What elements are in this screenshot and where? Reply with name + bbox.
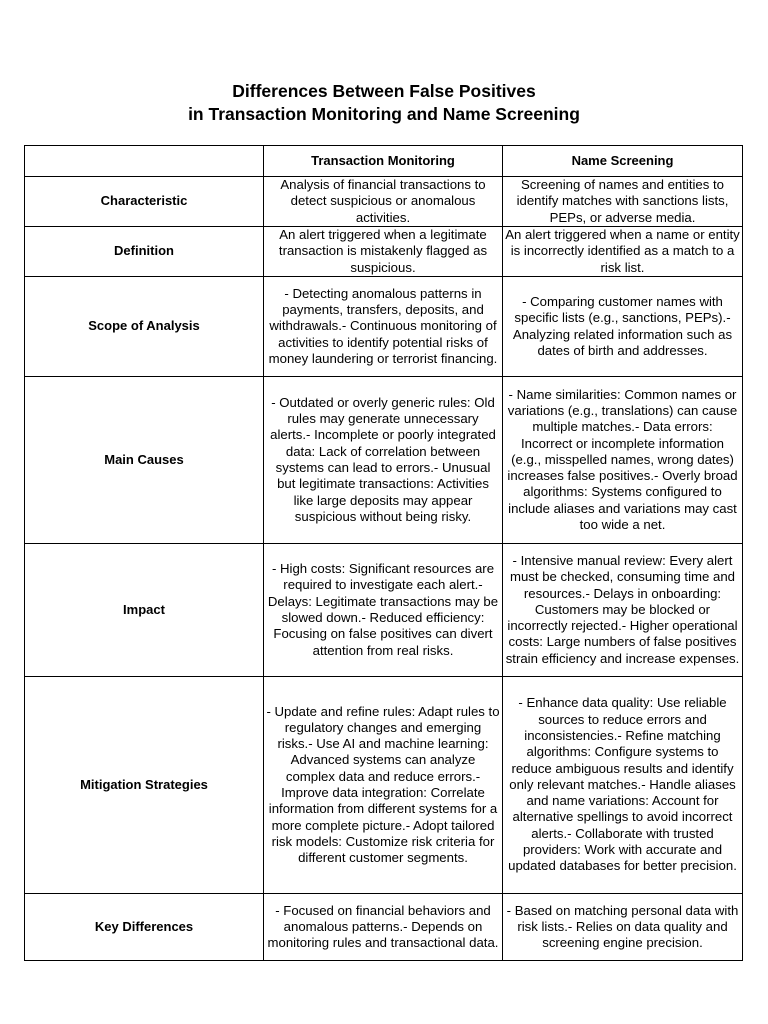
row-label-main-causes: Main Causes: [25, 377, 264, 544]
table-row: [25, 677, 743, 894]
table-row: [25, 894, 743, 961]
comparison-table: [24, 145, 743, 961]
title-line-2: in Transaction Monitoring and Name Screening: [188, 104, 580, 124]
cell-transaction-monitoring: - High costs: Significant resources are required to investigate each alert.- Delays: Legitimate transactions may be slowed down.- Reduced efficiency: Focusing on false positives can divert attention from real risks.: [264, 544, 503, 677]
cell-transaction-monitoring: - Focused on financial behaviors and anomalous patterns.- Depends on monitoring rules and transactional data.: [264, 894, 503, 961]
cell-name-screening: - Intensive manual review: Every alert must be checked, consuming time and resources.- Delays in onboarding: Customers may be blocked or incorrectly rejected.- Higher operational costs: Large numbers of false positives strain efficiency and increase expenses.: [503, 544, 743, 677]
row-label-definition: Definition: [25, 227, 264, 277]
cell-transaction-monitoring: - Update and refine rules: Adapt rules to regulatory changes and emerging risks.- Use AI and machine learning: Advanced systems can analyze complex data and reduce errors.- Improve data integration: Correlate information from different systems for a more complete picture.- Adopt tailored risk models: Customize risk criteria for different customer segments.: [264, 677, 503, 894]
header-name-screening: Name Screening: [503, 146, 743, 177]
cell-transaction-monitoring: - Outdated or overly generic rules: Old rules may generate unnecessary alerts.- Incomplete or poorly integrated data: Lack of correlation between systems can lead to errors.- Unusual but legitimate transactions: Activities like large deposits may appear suspicious without being risky.: [264, 377, 503, 544]
row-label-mitigation-strategies: Mitigation Strategies: [25, 677, 264, 894]
cell-name-screening: Screening of names and entities to identify matches with sanctions lists, PEPs, or adverse media.: [503, 177, 743, 227]
table-row: [25, 377, 743, 544]
header-transaction-monitoring: Transaction Monitoring: [264, 146, 503, 177]
header-empty-cell: [25, 146, 264, 177]
cell-transaction-monitoring: Analysis of financial transactions to detect suspicious or anomalous activities.: [264, 177, 503, 227]
table-row: [25, 544, 743, 677]
cell-name-screening: - Enhance data quality: Use reliable sources to reduce errors and inconsistencies.- Refine matching algorithms: Configure systems to reduce ambiguous results and identify only relevant matches.- Handle aliases and name variations: Account for alternative spellings to avoid incorrect alerts.- Collaborate with trusted providers: Work with accurate and updated databases for better precision.: [503, 677, 743, 894]
table-row: [25, 177, 743, 227]
cell-name-screening: - Based on matching personal data with risk lists.- Relies on data quality and screening engine precision.: [503, 894, 743, 961]
row-label-scope-of-analysis: Scope of Analysis: [25, 277, 264, 377]
cell-name-screening: - Comparing customer names with specific lists (e.g., sanctions, PEPs).- Analyzing related information such as dates of birth and addresses.: [503, 277, 743, 377]
cell-transaction-monitoring: An alert triggered when a legitimate transaction is mistakenly flagged as suspicious.: [264, 227, 503, 277]
table-row: [25, 277, 743, 377]
row-label-impact: Impact: [25, 544, 264, 677]
table-header-row: [25, 146, 743, 177]
title-line-1: Differences Between False Positives: [232, 81, 536, 101]
row-label-characteristic: Characteristic: [25, 177, 264, 227]
cell-name-screening: - Name similarities: Common names or variations (e.g., translations) can cause multiple matches.- Data errors: Incorrect or incomplete information (e.g., misspelled names, wrong dates) increases false positives.- Overly broad algorithms: Systems configured to include aliases and variations may cast too wide a net.: [503, 377, 743, 544]
table-row: [25, 227, 743, 277]
cell-transaction-monitoring: - Detecting anomalous patterns in payments, transfers, deposits, and withdrawals.- Continuous monitoring of activities to identify potential risks of money laundering or terrorist financing.: [264, 277, 503, 377]
cell-name-screening: An alert triggered when a name or entity is incorrectly identified as a match to a risk list.: [503, 227, 743, 277]
document-title: [0, 80, 768, 126]
row-label-key-differences: Key Differences: [25, 894, 264, 961]
